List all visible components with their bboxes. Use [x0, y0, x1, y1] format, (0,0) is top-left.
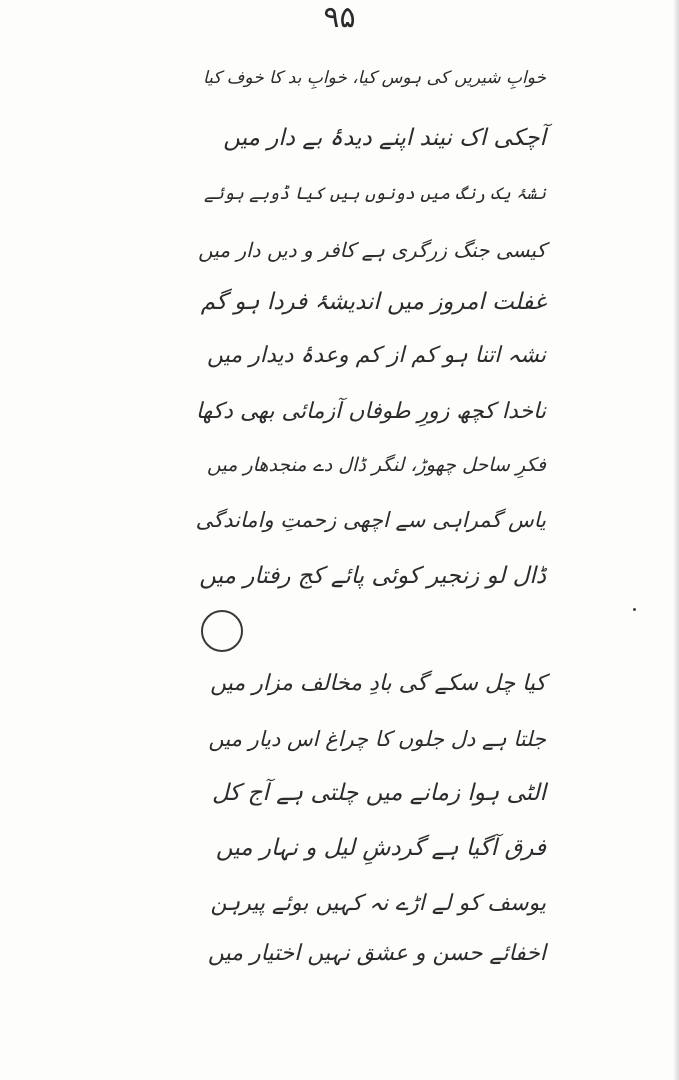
page-number: ۹۵: [323, 0, 356, 35]
verse-line: غفلت امروز میں اندیشۂ فردا ہو گم: [200, 289, 546, 315]
verse-line: کیا چل سکے گی بادِ مخالف مزار میں: [210, 671, 546, 696]
verse-line: نشہ اتنا ہو کم از کم وعدۂ دیدار میں: [207, 343, 546, 368]
verse-line: کیسی جنگ زرگری ہے کافر و دیں دار میں: [198, 238, 546, 262]
ghazal-separator-circle: [201, 610, 243, 652]
verse-line: نشۂ یک رنگ میں دونوں ہیں کیا ڈوبے ہوئے: [203, 184, 546, 204]
verse-line: الٹی ہوا زمانے میں چلتی ہے آج کل: [211, 780, 546, 806]
page-edge-shadow: [673, 0, 679, 1080]
verse-line: فکرِ ساحل چھوڑ، لنگر ڈال دے منجدھار میں: [207, 454, 546, 476]
verse-line: یاس گمراہی سے اچھی زحمتِ واماندگی: [195, 508, 546, 532]
verse-line: اخفائے حسن و عشق نہیں اختیار میں: [207, 941, 546, 966]
verse-line: فرق آگیا ہے گردشِ لیل و نہار میں: [215, 835, 546, 861]
verse-line: آچکی اک نیند اپنے دیدۂ بے دار میں: [223, 125, 546, 151]
verse-line: جلتا ہے دل جلوں کا چراغ اس دیار میں: [208, 727, 546, 751]
verse-line: ڈال لو زنجیر کوئی پائے کج رفتار میں: [199, 563, 546, 589]
print-speck: [633, 608, 636, 611]
verse-line: یوسف کو لے اڑے نہ کہیں بوئے پیرہن: [210, 891, 546, 916]
verse-line: ناخدا کچھ زورِ طوفاں آزمائی بھی دکھا: [195, 399, 546, 424]
verse-line: خوابِ شیریں کی ہوس کیا، خوابِ بد کا خوف کیا: [203, 68, 546, 88]
